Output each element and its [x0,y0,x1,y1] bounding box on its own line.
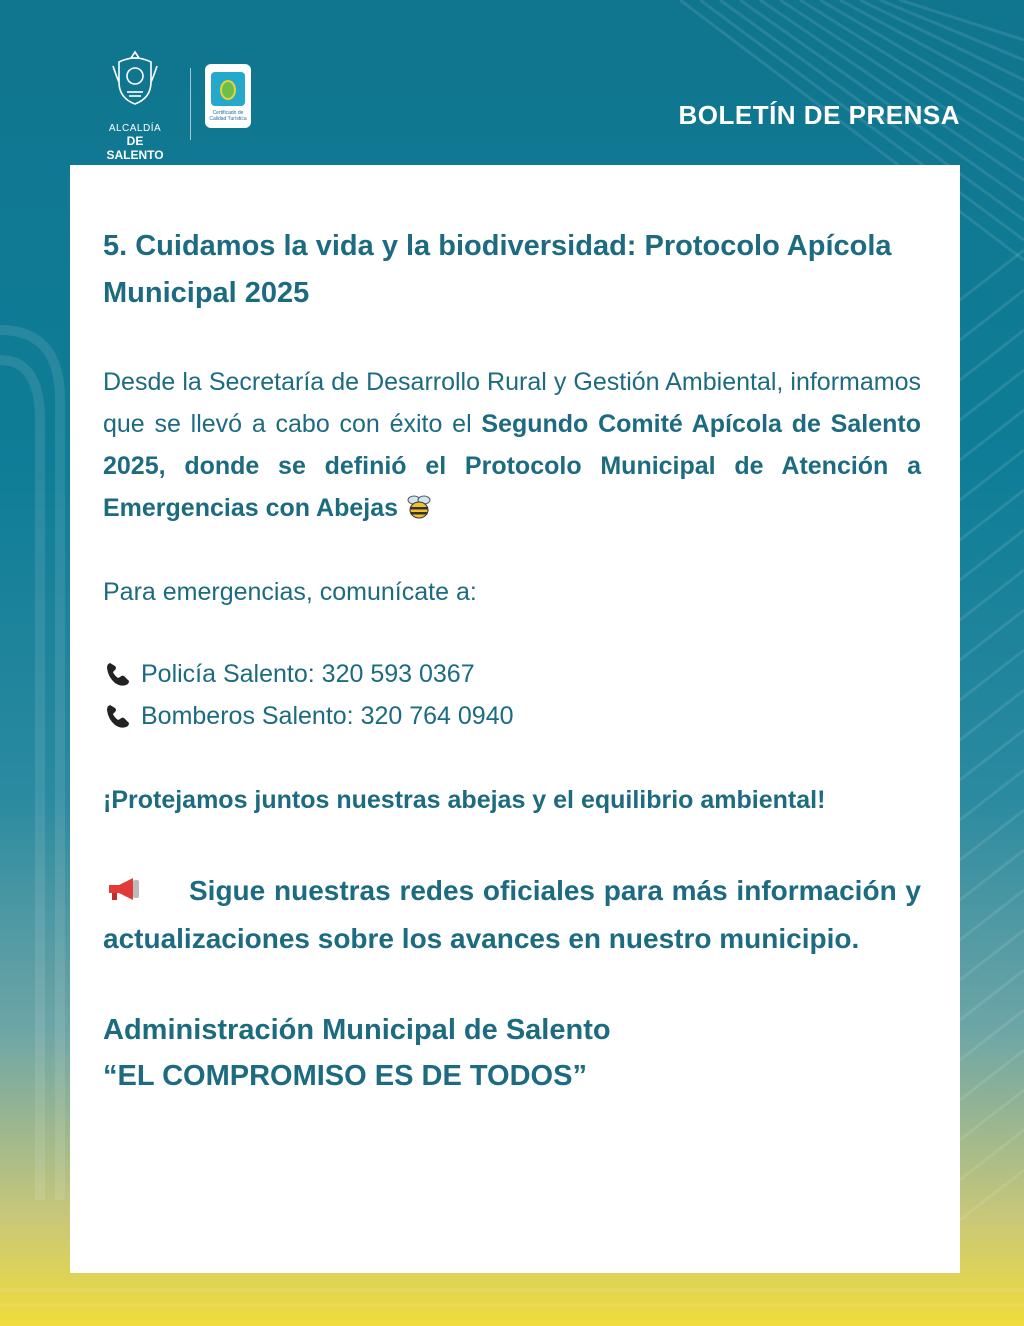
emergency-label: Para emergencias, comunícate a: [103,578,477,606]
admin-name: Administración Municipal de Salento [103,1014,611,1046]
intro-paragraph [103,361,921,529]
phone-list [103,653,921,737]
phone-line-police [103,653,921,695]
municipal-crest [100,48,170,162]
admin-slogan: “EL COMPROMISO ES DE TODOS” [103,1060,587,1092]
article-title: 5. Cuidamos la vida y la biodiversidad: Protocolo Apícola Municipal 2025 [103,230,892,309]
megaphone-icon [103,876,143,902]
certificate-ring-icon [220,80,236,100]
press-release-title: BOLETÍN DE PRENSA [678,100,960,130]
intro-bold-text: Segundo Comité Apícola de Salento 2025, donde se definió el Protocolo Municipal de Atención a Emergencias con Abejas [103,410,921,522]
tourism-certificate-logo [205,64,251,128]
crest-line2: DE SALENTO [106,134,164,162]
bee-icon [404,494,434,520]
phone-icon [103,659,133,689]
protect-bees-message: ¡Protejamos juntos nuestras abejas y el equilibrio ambiental! [103,786,826,814]
header-logos [100,48,270,162]
crest-line1: ALCALDÍA [108,123,162,134]
phone-police-label: Policía Salento: 320 593 0367 [141,660,475,688]
article-content [103,223,921,1099]
content-card [70,165,960,1273]
signature-block [103,1007,921,1099]
crest-emblem-icon [109,48,161,108]
intro-plain-text: Desde la Secretaría de Desarrollo Rural y Gestión Ambiental, informamos que se llevó a cabo con éxito el [103,368,921,438]
certificate-caption: Certificado de Calidad Turística [209,110,247,122]
logo-divider [190,68,191,140]
phone-icon [103,701,133,731]
phone-firefighters-label: Bomberos Salento: 320 764 0940 [141,702,514,730]
phone-line-firefighters [103,695,921,737]
follow-social-text: Sigue nuestras redes oficiales para más información y actualizaciones sobre los avances en nuestro municipio. [103,875,921,954]
certificate-badge [211,72,245,106]
follow-social-message [103,867,921,963]
